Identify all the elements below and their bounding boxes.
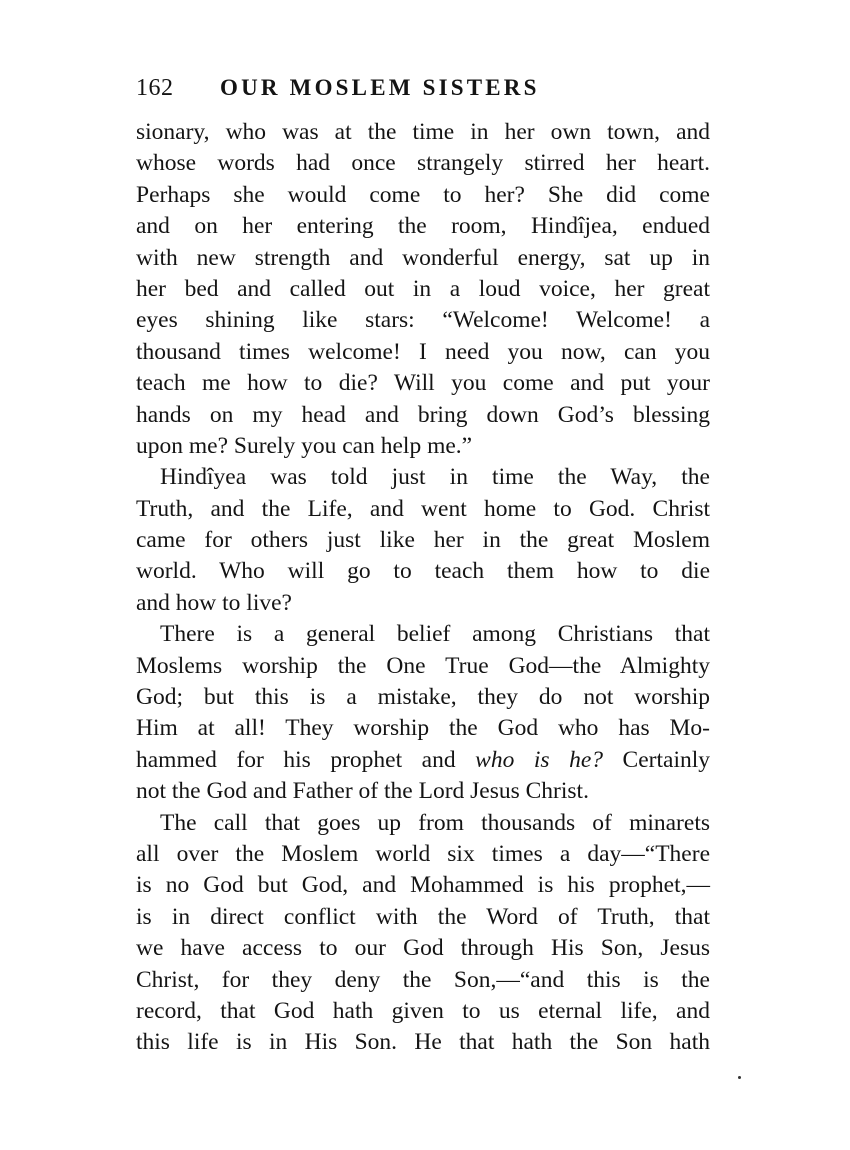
text-line: Truth, and the Life, and went home to God. Christ <box>136 495 710 522</box>
text-line: this life is in His Son. He that hath the Son hath <box>136 1029 710 1056</box>
text-line: Christ, for they deny the Son,—“and this is the <box>136 966 710 993</box>
text-line: is no God but God, and Mohammed is his prophet,— <box>136 872 710 899</box>
text-line <box>136 745 710 776</box>
text-line: with new strength and wonderful energy, sat up in <box>136 244 710 271</box>
text-line: and on her entering the room, Hindîjea, endued <box>136 213 710 240</box>
page-number: 162 <box>136 75 174 101</box>
text-line: we have access to our God through His Son, Jesus <box>136 935 710 962</box>
book-title: OUR MOSLEM SISTERS <box>220 75 540 100</box>
text-line: Perhaps she would come to her? She did come <box>136 181 710 208</box>
text-line: and how to live? <box>136 589 292 616</box>
text-line: eyes shining like stars: “Welcome! Welcome! a <box>136 307 710 334</box>
text-line: hands on my head and bring down God’s blessing <box>136 401 710 428</box>
text-line: world. Who will go to teach them how to die <box>136 558 710 585</box>
text-line: record, that God hath given to us eternal life, and <box>136 997 710 1024</box>
text-line: There is a general belief among Christians that <box>160 621 710 648</box>
running-head <box>136 70 716 106</box>
italic-phrase: who is he? <box>475 746 604 773</box>
text-line: The call that goes up from thousands of minarets <box>160 809 710 836</box>
text-line: came for others just like her in the great Moslem <box>136 527 710 554</box>
margin-dot <box>738 1076 741 1079</box>
text-line: her bed and called out in a loud voice, her great <box>136 275 710 302</box>
text-line: Him at all! They worship the God who has Mo- <box>136 715 710 742</box>
text-line: not the God and Father of the Lord Jesus Christ. <box>136 778 589 805</box>
text-line: is in direct conflict with the Word of Truth, that <box>136 903 710 930</box>
text-line: God; but this is a mistake, they do not worship <box>136 684 710 711</box>
text-line: thousand times welcome! I need you now, can you <box>136 338 710 365</box>
text-line: all over the Moslem world six times a day—“There <box>136 840 710 867</box>
text-fragment: hammed for his prophet and <box>136 746 476 773</box>
body-text <box>136 117 710 1059</box>
text-line: sionary, who was at the time in her own town, and <box>136 119 710 145</box>
text-line: upon me? Surely you can help me.” <box>136 432 473 459</box>
text-fragment: Certainly <box>603 746 711 773</box>
text-line: teach me how to die? Will you come and put your <box>136 370 710 397</box>
text-line: whose words had once strangely stirred her heart. <box>136 150 710 177</box>
text-line: Hindîyea was told just in time the Way, the <box>160 464 710 491</box>
text-line: Moslems worship the One True God—the Almighty <box>136 652 710 679</box>
